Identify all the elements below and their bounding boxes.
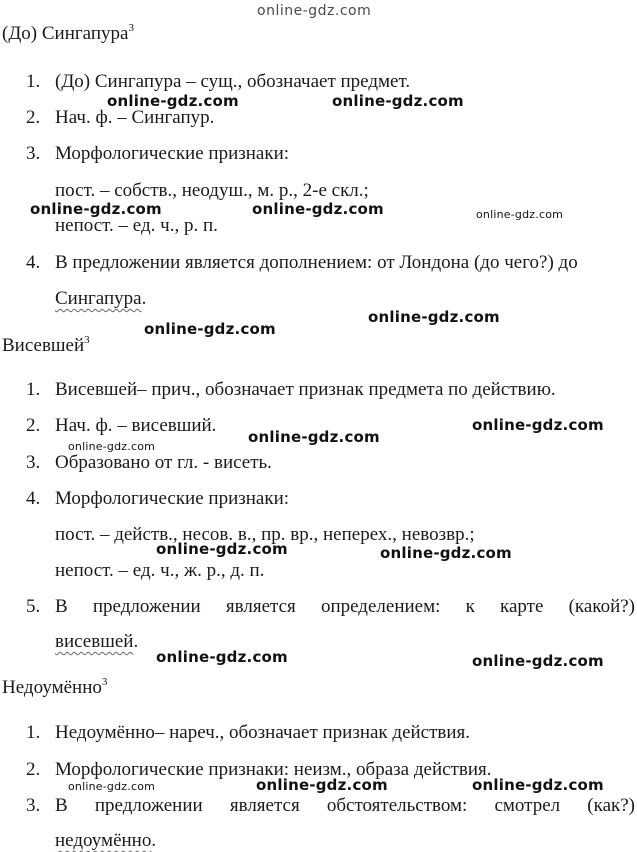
item-number: 1.	[26, 71, 41, 92]
watermark: online-gdz.com	[156, 540, 288, 558]
item-text: Морфологические признаки: неизм., образа действия.	[55, 759, 492, 780]
item-number: 1.	[26, 379, 41, 400]
watermark: online-gdz.com	[252, 200, 384, 218]
watermark: online-gdz.com	[107, 92, 239, 110]
word-heading	[2, 677, 107, 699]
item-number: 3.	[26, 143, 41, 164]
watermark: online-gdz.com	[380, 544, 512, 562]
item-continuation	[55, 830, 156, 852]
item-subtext: пост. – собств., неодуш., м. р., 2-е скл.;	[55, 180, 369, 201]
item-continuation	[55, 288, 146, 310]
watermark: online-gdz.com	[476, 208, 564, 221]
item-text: Висевшей– прич., обозначает признак предмета по действию.	[55, 379, 556, 400]
item-text: В предложении является обстоятельством: смотрел (как?)	[55, 795, 635, 816]
watermark: online-gdz.com	[332, 92, 464, 110]
word-heading	[2, 23, 134, 45]
watermark: online-gdz.com	[256, 776, 388, 794]
item-number: 4.	[26, 252, 41, 273]
footnote-marker: 3	[101, 676, 108, 688]
item-number: 1.	[26, 722, 41, 743]
item-number: 4.	[26, 488, 41, 509]
watermark: online-gdz.com	[68, 780, 156, 793]
item-text: В предложении является дополнением: от Лондона (до чего?) до	[55, 252, 578, 273]
item-subtext: непост. – ед. ч., ж. р., д. п.	[55, 560, 265, 581]
watermark: online-gdz.com	[472, 416, 604, 434]
punctuation: .	[151, 830, 157, 851]
watermark: online-gdz.com	[30, 200, 162, 218]
watermark: online-gdz.com	[68, 440, 156, 453]
underlined-word: недоумённо	[55, 830, 152, 851]
watermark: online-gdz.com	[472, 652, 604, 670]
footnote-marker: 3	[128, 22, 134, 34]
item-subtext: пост. – действ., несов. в., пр. вр., неперех., невозвр.;	[55, 524, 475, 545]
watermark: online-gdz.com	[144, 320, 276, 338]
watermark: online-gdz.com	[248, 428, 380, 446]
watermark: online-gdz.com	[257, 3, 372, 19]
item-text: Нач. ф. – Сингапур.	[55, 107, 215, 128]
item-text: Недоумённо– нареч., обозначает признак действия.	[55, 722, 471, 743]
item-subtext: непост. – ед. ч., р. п.	[55, 215, 218, 236]
underlined-word: висевшей	[55, 631, 134, 652]
footnote-marker: 3	[84, 334, 90, 346]
item-number: 2.	[26, 759, 41, 780]
heading-text: Висевшей	[2, 335, 85, 356]
punctuation: .	[133, 631, 139, 652]
item-number: 2.	[26, 415, 41, 436]
item-text: Нач. ф. – висевший.	[55, 415, 217, 436]
item-number: 3.	[26, 452, 41, 473]
watermark: online-gdz.com	[472, 776, 604, 794]
watermark: online-gdz.com	[368, 308, 500, 326]
heading-text: Недоумённо	[2, 677, 102, 698]
item-text: (До) Сингапура – сущ., обозначает предмет.	[55, 71, 411, 92]
item-text: Образовано от гл. - висеть.	[55, 452, 272, 473]
item-continuation	[55, 631, 138, 653]
item-text: Морфологические признаки:	[55, 488, 290, 509]
underlined-word: Сингапура	[55, 288, 142, 309]
item-number: 2.	[26, 107, 41, 128]
item-text: В предложении является определением: к карте (какой?)	[55, 596, 635, 617]
item-number: 3.	[26, 795, 41, 816]
item-number: 5.	[26, 596, 41, 617]
watermark: online-gdz.com	[156, 648, 288, 666]
heading-text: (До) Сингапура	[2, 23, 129, 44]
punctuation: .	[141, 288, 147, 309]
item-text: Морфологические признаки:	[55, 143, 290, 164]
word-heading	[2, 335, 90, 357]
